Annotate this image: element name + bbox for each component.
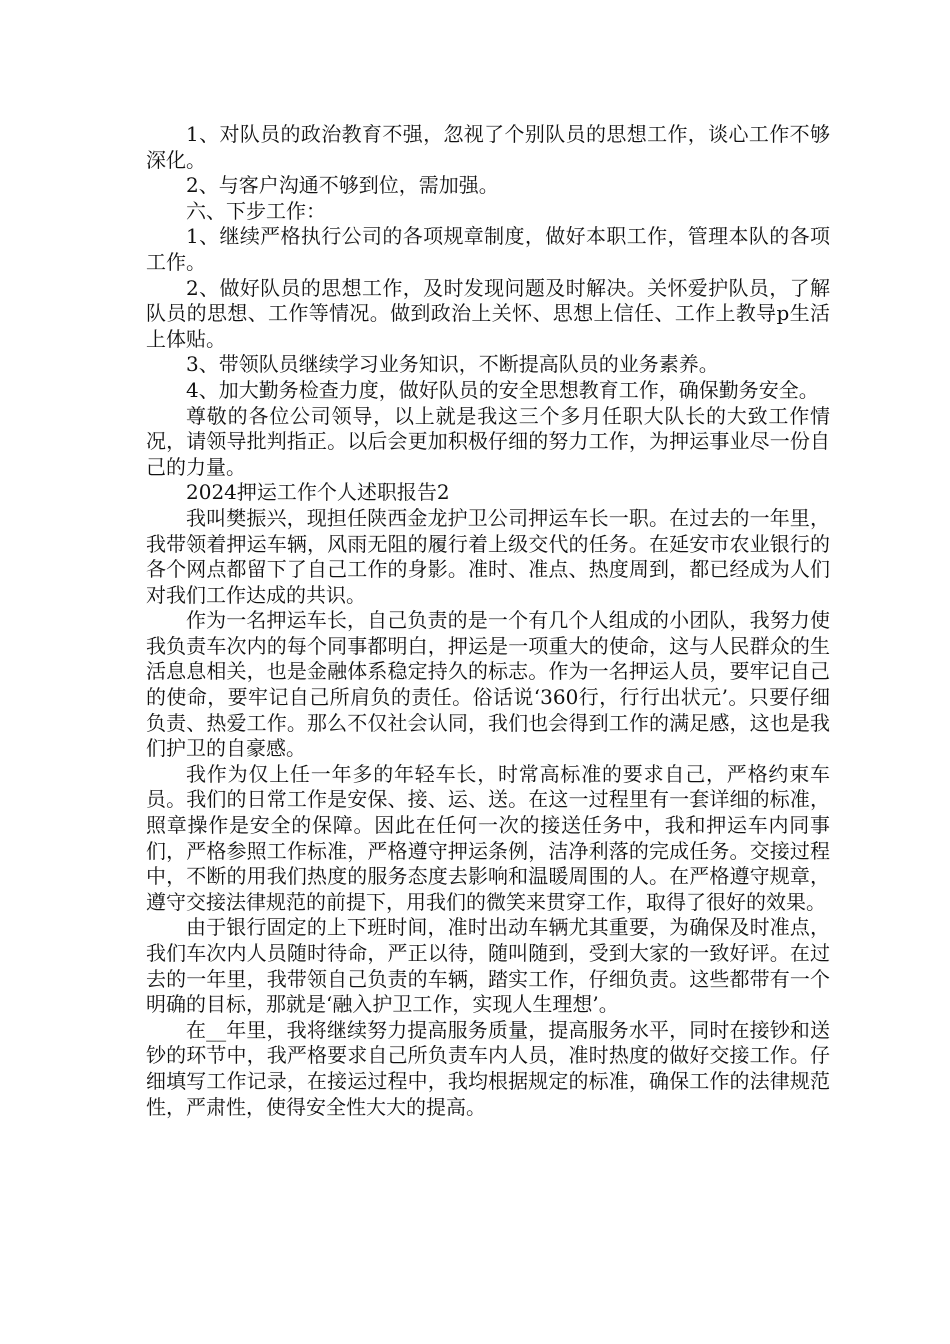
paragraph-step-1: 1、继续严格执行公司的各项规章制度，做好本职工作，管理本队的各项工作。 (146, 224, 830, 274)
paragraph-team-leader: 作为一名押运车长，自己负责的是一个有几个人组成的小团队，我努力使我负责车次内的每个同事都明白，押运是一项重大的使命，这与人民群众的生活息息相关，也是金融体系稳定持久的标志。作为一名押运人员，要牢记自己的使命，要牢记自己所肩负的责任。俗话说‘360行，行行出状元’。只要仔细负责、热爱工作。那么不仅社会认同，我们也会得到工作的满足感，这也是我们护卫的自豪感。 (146, 608, 830, 761)
section-heading-next-steps: 六、下步工作： (186, 198, 326, 223)
paragraph-intro: 我叫樊振兴，现担任陕西金龙护卫公司押运车长一职。在过去的一年里，我带领着押运车辆，风雨无阻的履行着上级交代的任务。在延安市农业银行的各个网点都留下了自己工作的身影。准时、准点、热度周到，都已经成为人们对我们工作达成的共识。 (146, 505, 830, 607)
paragraph-closing: 尊敬的各位公司领导，以上就是我这三个多月任职大队长的大致工作情况，请领导批判指正。以后会更加积极仔细的努力工作，为押运事业尽一份自己的力量。 (146, 403, 830, 479)
paragraph-step-3: 3、带领队员继续学习业务知识，不断提高队员的业务素养。 (186, 352, 719, 377)
paragraph-standards: 我作为仅上任一年多的年轻车长，时常高标准的要求自己，严格约束车员。我们的日常工作是安保、接、运、送。在这一过程里有一套详细的标准，照章操作是安全的保障。因此在任何一次的接送任务中，我和押运车内同事们，严格参照工作标准，严格遵守押运条例，洁净利落的完成任务。交接过程中，不断的用我们热度的服务态度去影响和温暖周围的人。在严格遵守规章，遵守交接法律规范的前提下，用我们的微笑来贯穿工作，取得了很好的效果。 (146, 761, 830, 914)
paragraph-plans: 在__年里，我将继续努力提高服务质量，提高服务水平，同时在接钞和送钞的环节中，我严格要求自己所负责车内人员，准时热度的做好交接工作。仔细填写工作记录，在接运过程中，我均根据规定的标准，确保工作的法律规范性，严肃性，使得安全性大大的提高。 (146, 1017, 830, 1119)
paragraph-issue-2: 2、与客户沟通不够到位，需加强。 (186, 173, 499, 198)
report-title: 2024押运工作个人述职报告2 (186, 480, 450, 505)
paragraph-issue-1: 1、对队员的政治教育不强，忽视了个别队员的思想工作，谈心工作不够深化。 (146, 122, 830, 172)
paragraph-step-4: 4、加大勤务检查力度，做好队员的安全思想教育工作，确保勤务安全。 (186, 377, 819, 402)
paragraph-punctuality: 由于银行固定的上下班时间，准时出动车辆尤其重要，为确保及时准点，我们车次内人员随时待命，严正以待，随叫随到，受到大家的一致好评。在过去的一年里，我带领自己负责的车辆，踏实工作，仔细负责。这些都带有一个明确的目标，那就是‘融入护卫工作，实现人生理想’。 (146, 915, 830, 1017)
paragraph-step-2: 2、做好队员的思想工作，及时发现问题及时解决。关怀爱护队员，了解队员的思想、工作等情况。做到政治上关怀、思想上信任、工作上教导p生活上体贴。 (146, 275, 830, 351)
